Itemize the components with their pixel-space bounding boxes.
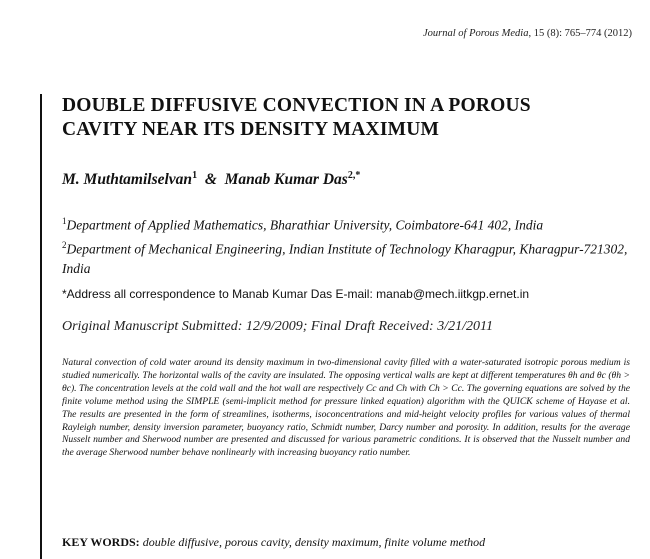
- correspondence-note: *Address all correspondence to Manab Kumar Das E-mail: manab@mech.iitkgp.ernet.in: [62, 287, 530, 301]
- keywords-label: KEY WORDS:: [62, 535, 140, 549]
- author-separator: &: [204, 171, 217, 189]
- affiliation-2: [62, 236, 632, 278]
- author-2: Manab Kumar Das: [224, 171, 348, 189]
- paper-title: [62, 94, 622, 142]
- affiliation-1-mark: 1: [62, 216, 67, 226]
- affiliation-2-mark: 2: [62, 240, 67, 250]
- journal-name: Journal of Porous Media: [422, 28, 529, 39]
- keywords-line: [62, 535, 485, 550]
- affiliation-2-text: Department of Mechanical Engineering, Indian Institute of Technology Kharagpur, Kharagpur-721302, India: [62, 241, 628, 276]
- abstract-text: Natural convection of cold water around its density maximum in two-dimensional cavity filled with a water-saturated isotropic porous medium is studied numerically. The horizontal walls of the cavity are insulated. The opposing vertical walls are kept at different temperatures θh and θc (θh > θc). The concentration levels at the cold wall and the hot wall are respectively Cc and Ch with Ch > Cc. The governing equations are solved by the finite volume method using the SIMPLE (semi-implicit method for pressure linked equation) algorithm with the QUICK scheme of Hayase et al. The results are presented in the form of streamlines, isotherms, isoconcentrations and mid-height velocity profiles for various values of thermal Rayleigh number, density inversion parameter, buoyancy ratio, Schmidt number, Darcy number and porosity. In addition, results for the average Nusselt number and Sherwood number are presented and discussed for various parametric conditions. It is observed that the Nusselt number and the average Sherwood number behave nonlinearly with increasing buoyancy ratio number.: [62, 357, 630, 459]
- submission-dates: Original Manuscript Submitted: 12/9/2009; Final Draft Received: 3/21/2011: [62, 319, 493, 334]
- affiliation-1: [62, 212, 632, 235]
- title-line-1: DOUBLE DIFFUSIVE CONVECTION IN A POROUS: [62, 95, 531, 116]
- affiliation-1-text: Department of Applied Mathematics, Bharathiar University, Coimbatore-641 402, India: [66, 217, 544, 233]
- author-1: M. Muthtamilselvan: [62, 171, 193, 189]
- title-line-2: CAVITY NEAR ITS DENSITY MAXIMUM: [62, 119, 440, 140]
- left-margin-rule: [40, 94, 42, 559]
- journal-details: , 15 (8): 765–774 (2012): [528, 28, 632, 39]
- keywords-list: double diffusive, porous cavity, density maximum, finite volume method: [142, 535, 486, 549]
- author-1-affiliation-mark: 1: [192, 170, 198, 181]
- journal-citation: [423, 28, 632, 39]
- author-list: [62, 170, 360, 189]
- author-2-affiliation-mark: 2,*: [347, 170, 361, 181]
